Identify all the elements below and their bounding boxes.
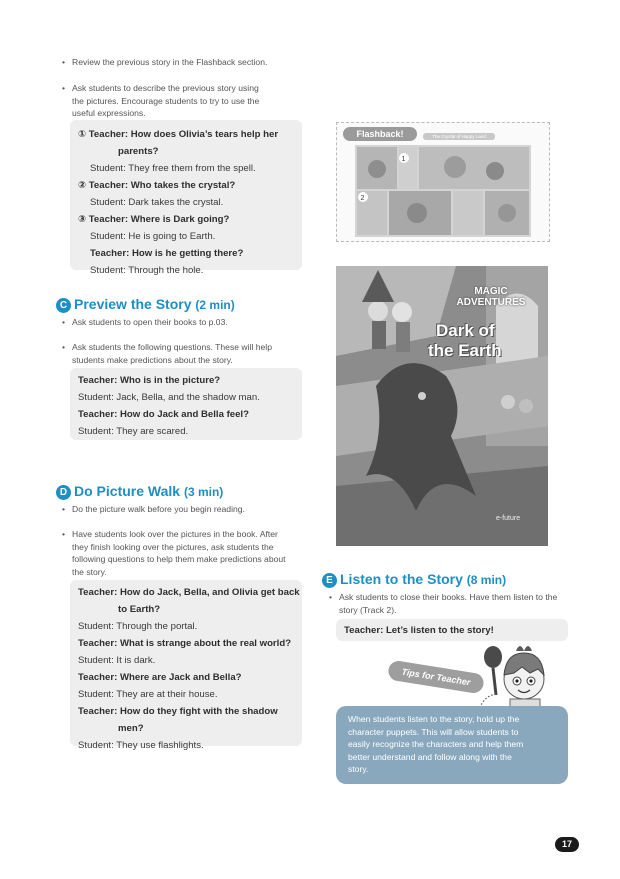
book-cover-image bbox=[336, 266, 548, 546]
dialogue-line: Teacher: What is strange about the real world? bbox=[78, 638, 292, 649]
dialogue-line: Student: Dark takes the crystal. bbox=[90, 197, 224, 208]
page-number: 17 bbox=[555, 837, 579, 852]
dialogue-line: Student: Jack, Bella, and the shadow man. bbox=[78, 392, 260, 403]
dialogue-line: Student: Through the portal. bbox=[78, 621, 198, 632]
section-d-badge: D bbox=[56, 485, 71, 500]
dialogue-line: Student: It is dark. bbox=[78, 655, 156, 666]
dialogue-line: ③ Teacher: Where is Dark going? bbox=[78, 214, 230, 225]
section-e-time: (8 min) bbox=[466, 573, 507, 587]
intro-bullet: • Review the previous story in the Flashback section. bbox=[62, 57, 268, 67]
flashback-panel bbox=[336, 122, 550, 242]
tips-box bbox=[336, 706, 568, 784]
intro-bullet: • Ask students to describe the previous story using the pictures. Encourage students to try to use the useful expressions. bbox=[62, 83, 260, 119]
dialogue-line: Teacher: Where are Jack and Bella? bbox=[78, 672, 242, 683]
dialogue-line: Student: They use flashlights. bbox=[78, 740, 204, 751]
tips-line: easily recognize the characters and help them bbox=[348, 739, 524, 749]
section-c-title: Preview the Story bbox=[74, 296, 192, 312]
section-c-dialogue-box bbox=[70, 368, 302, 440]
cover-illustration bbox=[336, 266, 548, 546]
dialogue-line: Student: They free them from the spell. bbox=[90, 163, 256, 174]
svg-text:2: 2 bbox=[360, 195, 365, 202]
dialogue-line: Student: They are at their house. bbox=[78, 689, 218, 700]
svg-text:1: 1 bbox=[401, 156, 406, 163]
dialogue-line: ① Teacher: How does Olivia’s tears help her bbox=[78, 129, 279, 140]
tips-line: When students listen to the story, hold up the bbox=[348, 714, 520, 724]
tips-line: story. bbox=[348, 764, 369, 774]
dialogue-line: Teacher: Let’s listen to the story! bbox=[344, 625, 494, 636]
flashback-title: Flashback! bbox=[343, 127, 417, 141]
tips-line: character puppets. This will allow students to bbox=[348, 726, 519, 737]
section-c-badge: C bbox=[56, 298, 71, 313]
dialogue-line: ② Teacher: Who takes the crystal? bbox=[78, 180, 236, 191]
section-d-heading bbox=[56, 483, 223, 500]
cover-publisher: e-future bbox=[496, 515, 521, 522]
cover-series-logo: MAGIC ADVENTURES bbox=[456, 286, 526, 308]
dialogue-line: Teacher: How is he getting there? bbox=[90, 248, 244, 259]
section-d-bullet: • Do the picture walk before you begin reading. bbox=[62, 504, 245, 514]
flashback-subtitle: The Crystal of Happy Land bbox=[423, 133, 495, 140]
section-e-title: Listen to the Story bbox=[340, 571, 463, 587]
section-d-bullet: • Have students look over the pictures in the book. After they finish looking over the pictures, ask students the following questions to help them make predictions about the story. bbox=[62, 529, 286, 577]
dialogue-line: Teacher: How do Jack, Bella, and Olivia get back bbox=[78, 587, 300, 598]
section-c-bullet: • Ask students the following questions. These will help students make predictions about the story. bbox=[62, 342, 272, 365]
intro-dialogue-box bbox=[70, 120, 302, 276]
dialogue-line: Teacher: Who is in the picture? bbox=[78, 375, 221, 386]
tips-line: better understand and follow along with the bbox=[348, 751, 512, 762]
cover-title-line-1: Dark of bbox=[436, 321, 495, 340]
section-e-badge: E bbox=[322, 573, 337, 588]
dialogue-line: Teacher: How do they fight with the shadow bbox=[78, 706, 278, 717]
dialogue-line: parents? bbox=[118, 146, 159, 157]
dialogue-line: Student: Through the hole. bbox=[90, 265, 204, 276]
tips-for-teacher-label: Tips for Teacher bbox=[387, 660, 485, 695]
section-c-time: (2 min) bbox=[195, 298, 235, 312]
flashback-comic-image bbox=[355, 145, 531, 237]
section-c-heading bbox=[56, 296, 235, 313]
section-d-dialogue-box bbox=[70, 580, 302, 751]
dialogue-line: Student: They are scared. bbox=[78, 426, 189, 437]
cover-title-line-2: the Earth bbox=[428, 341, 502, 360]
dialogue-line: to Earth? bbox=[118, 604, 161, 615]
section-c-bullet: • Ask students to open their books to p.03. bbox=[62, 317, 228, 327]
section-d-title: Do Picture Walk bbox=[74, 483, 181, 499]
dialogue-line: Teacher: How do Jack and Bella feel? bbox=[78, 409, 249, 420]
section-e-bullet: • Ask students to close their books. Have them listen to the story (Track 2). bbox=[329, 592, 558, 615]
section-e-heading bbox=[322, 571, 506, 588]
dialogue-line: Student: He is going to Earth. bbox=[90, 231, 216, 242]
dialogue-line: men? bbox=[118, 723, 144, 734]
section-d-time: (3 min) bbox=[183, 485, 224, 499]
